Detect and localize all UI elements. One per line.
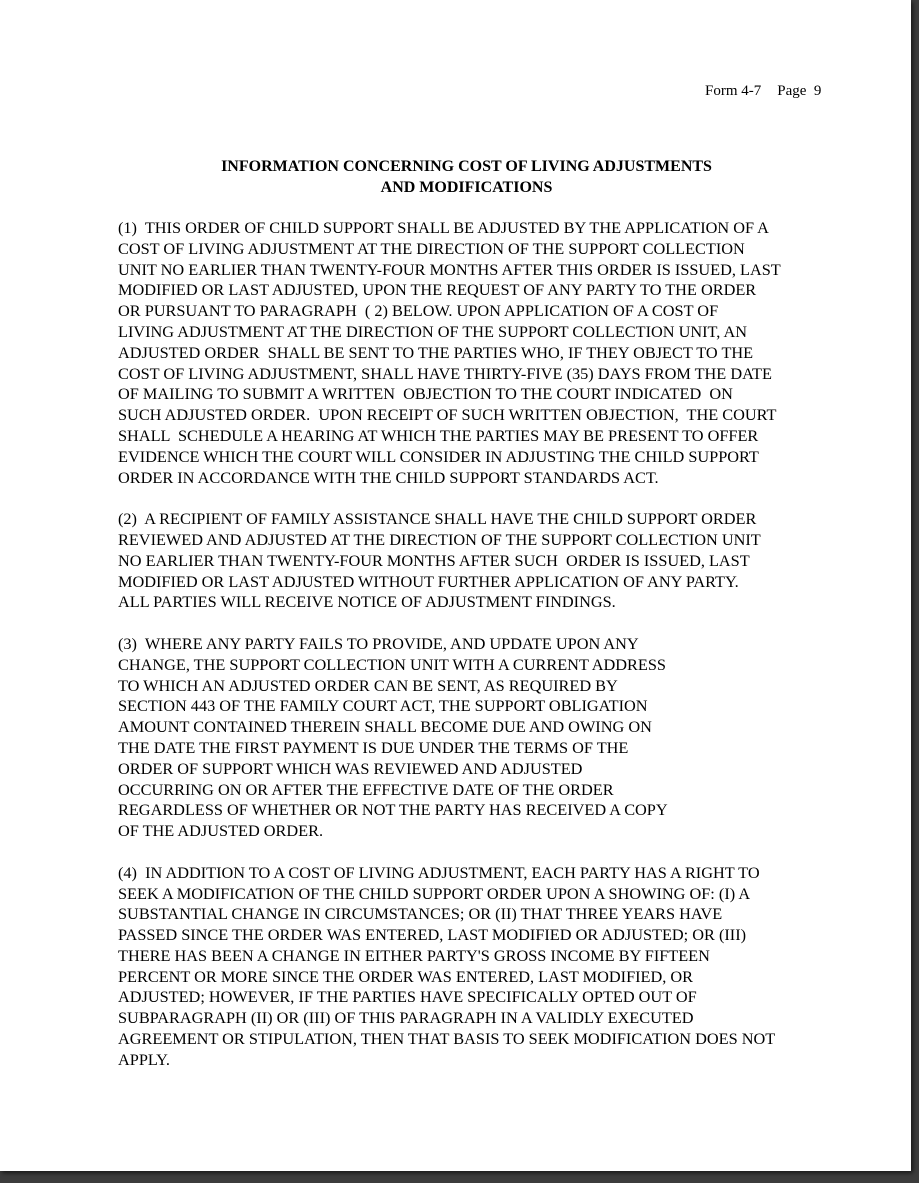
paragraph-line: SHALL SCHEDULE A HEARING AT WHICH THE PARTIES MAY BE PRESENT TO OFFER (118, 425, 759, 445)
paragraph-line: NO EARLIER THAN TWENTY-FOUR MONTHS AFTER SUCH ORDER IS ISSUED, LAST (118, 550, 750, 570)
paragraph-line: PASSED SINCE THE ORDER WAS ENTERED, LAST MODIFIED OR ADJUSTED; OR (III) (118, 925, 747, 945)
paragraph-line: MODIFIED OR LAST ADJUSTED WITHOUT FURTHER APPLICATION OF ANY PARTY. (118, 571, 739, 591)
paragraph-line: (4) IN ADDITION TO A COST OF LIVING ADJUSTMENT, EACH PARTY HAS A RIGHT TO (118, 862, 760, 882)
paragraph-2 (118, 509, 858, 613)
paragraph-line: ADJUSTED; HOWEVER, IF THE PARTIES HAVE SPECIFICALLY OPTED OUT OF (118, 987, 697, 1007)
paragraph-line: COST OF LIVING ADJUSTMENT AT THE DIRECTION OF THE SUPPORT COLLECTION (118, 238, 745, 258)
page-number: Page 9 (777, 83, 822, 99)
paragraph-line: REVIEWED AND ADJUSTED AT THE DIRECTION OF THE SUPPORT COLLECTION UNIT (118, 529, 761, 549)
document-body (118, 218, 858, 1091)
paragraph-line: TO WHICH AN ADJUSTED ORDER CAN BE SENT, AS REQUIRED BY (118, 675, 618, 695)
paragraph-line: SEEK A MODIFICATION OF THE CHILD SUPPORT ORDER UPON A SHOWING OF: (I) A (118, 883, 751, 903)
paragraph-line: SUBSTANTIAL CHANGE IN CIRCUMSTANCES; OR (II) THAT THREE YEARS HAVE (118, 904, 723, 924)
paragraph-line: OF THE ADJUSTED ORDER. (118, 821, 324, 841)
paragraph-4 (118, 863, 858, 1071)
paragraph-line: ALL PARTIES WILL RECEIVE NOTICE OF ADJUSTMENT FINDINGS. (118, 592, 616, 612)
paragraph-line: SUCH ADJUSTED ORDER. UPON RECEIPT OF SUCH WRITTEN OBJECTION, THE COURT (118, 405, 777, 425)
paragraph-1 (118, 218, 858, 488)
title-line-1: INFORMATION CONCERNING COST OF LIVING ADJUSTMENTS (221, 158, 712, 175)
paragraph-line: (1) THIS ORDER OF CHILD SUPPORT SHALL BE ADJUSTED BY THE APPLICATION OF A (118, 218, 769, 237)
paragraph-line: AMOUNT CONTAINED THEREIN SHALL BECOME DUE AND OWING ON (118, 717, 652, 737)
paragraph-line: OCCURRING ON OR AFTER THE EFFECTIVE DATE OF THE ORDER (118, 779, 614, 799)
paragraph-line: OR PURSUANT TO PARAGRAPH ( 2) BELOW. UPON APPLICATION OF A COST OF (118, 301, 719, 321)
paragraph-line: SUBPARAGRAPH (II) OR (III) OF THIS PARAGRAPH IN A VALIDLY EXECUTED (118, 1008, 694, 1028)
paragraph-line: LIVING ADJUSTMENT AT THE DIRECTION OF THE SUPPORT COLLECTION UNIT, AN (118, 321, 748, 341)
title-line-2: AND MODIFICATIONS (380, 179, 553, 196)
document-title (0, 156, 919, 198)
paragraph-line: (2) A RECIPIENT OF FAMILY ASSISTANCE SHALL HAVE THE CHILD SUPPORT ORDER (118, 509, 757, 529)
paragraph-line: UNIT NO EARLIER THAN TWENTY-FOUR MONTHS AFTER THIS ORDER IS ISSUED, LAST (118, 259, 781, 279)
paragraph-line: THE DATE THE FIRST PAYMENT IS DUE UNDER THE TERMS OF THE (118, 737, 629, 757)
page-header (705, 83, 837, 100)
paragraph-line: ORDER IN ACCORDANCE WITH THE CHILD SUPPORT STANDARDS ACT. (118, 467, 659, 487)
paragraph-line: ORDER OF SUPPORT WHICH WAS REVIEWED AND ADJUSTED (118, 758, 583, 778)
paragraph-line: CHANGE, THE SUPPORT COLLECTION UNIT WITH A CURRENT ADDRESS (118, 654, 666, 674)
paragraph-3 (118, 634, 858, 842)
paragraph-line: SECTION 443 OF THE FAMILY COURT ACT, THE SUPPORT OBLIGATION (118, 696, 648, 716)
paragraph-line: COST OF LIVING ADJUSTMENT, SHALL HAVE THIRTY-FIVE (35) DAYS FROM THE DATE (118, 363, 772, 383)
paragraph-line: APPLY. (118, 1049, 170, 1069)
paragraph-line: THERE HAS BEEN A CHANGE IN EITHER PARTY'S GROSS INCOME BY FIFTEEN (118, 945, 710, 965)
paragraph-line: AGREEMENT OR STIPULATION, THEN THAT BASIS TO SEEK MODIFICATION DOES NOT (118, 1029, 776, 1049)
paragraph-line: REGARDLESS OF WHETHER OR NOT THE PARTY HAS RECEIVED A COPY (118, 800, 668, 820)
form-number: Form 4-7 (705, 83, 762, 99)
paragraph-line: EVIDENCE WHICH THE COURT WILL CONSIDER IN ADJUSTING THE CHILD SUPPORT (118, 446, 759, 466)
paragraph-line: MODIFIED OR LAST ADJUSTED, UPON THE REQUEST OF ANY PARTY TO THE ORDER (118, 280, 757, 300)
paragraph-line: OF MAILING TO SUBMIT A WRITTEN OBJECTION TO THE COURT INDICATED ON (118, 384, 733, 404)
paragraph-line: PERCENT OR MORE SINCE THE ORDER WAS ENTERED, LAST MODIFIED, OR (118, 966, 694, 986)
paragraph-line: ADJUSTED ORDER SHALL BE SENT TO THE PARTIES WHO, IF THEY OBJECT TO THE (118, 342, 754, 362)
paragraph-line: (3) WHERE ANY PARTY FAILS TO PROVIDE, AND UPDATE UPON ANY (118, 633, 639, 653)
